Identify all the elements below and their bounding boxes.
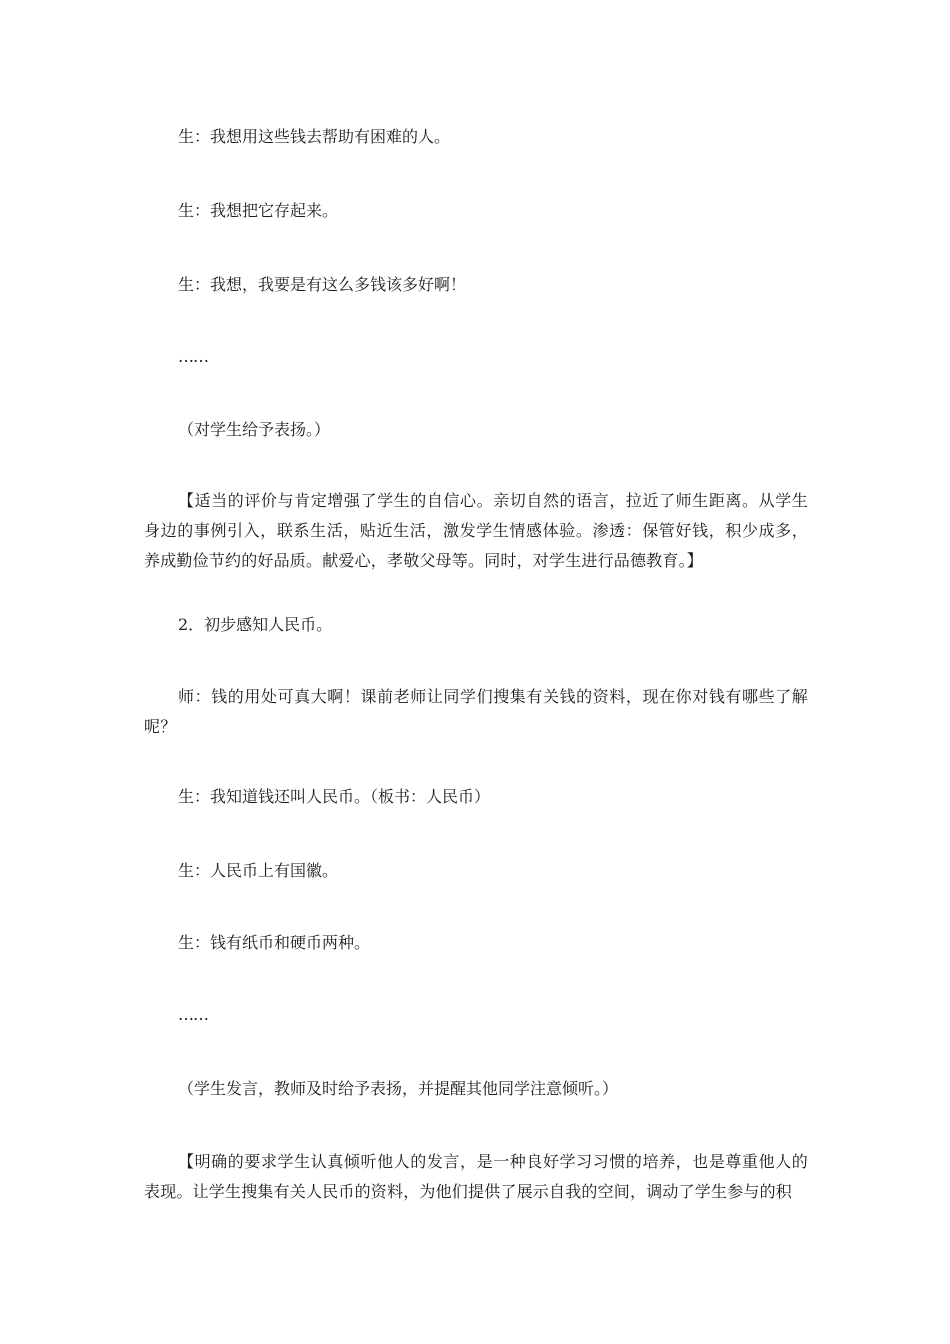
- teacher-question: 师：钱的用处可真大啊！课前老师让同学们搜集有关钱的资料，现在你对钱有哪些了解呢？: [144, 687, 808, 736]
- student-reply-types: 生：钱有纸币和硬币两种。: [178, 933, 371, 952]
- ellipsis-2: ……: [178, 1005, 208, 1024]
- commentary-2: 【明确的要求学生认真倾听他人的发言，是一种良好学习习惯的培养，也是尊重他人的表现。让学生搜集有关人民币的资料，为他们提供了展示自我的空间，调动了学生参与的积: [144, 1152, 808, 1201]
- teacher-note-listen: （学生发言，教师及时给予表扬，并提醒其他同学注意倾听。）: [178, 1079, 619, 1098]
- student-reply-save: 生：我想把它存起来。: [178, 201, 339, 220]
- ellipsis-1: ……: [178, 347, 208, 366]
- commentary-1: 【适当的评价与肯定增强了学生的自信心。亲切自然的语言，拉近了师生距离。从学生身边的事例引入，联系生活，贴近生活，激发学生情感体验。渗透：保管好钱，积少成多，养成勤俭节约的好品质。献爱心，孝敬父母等。同时，对学生进行品德教育。】: [144, 491, 808, 570]
- student-reply-wish: 生：我想，我要是有这么多钱该多好啊！: [178, 275, 467, 294]
- student-reply-help: 生：我想用这些钱去帮助有困难的人。: [178, 127, 451, 146]
- teacher-note-praise: （对学生给予表扬。）: [178, 420, 331, 439]
- section-heading-2: 2．初步感知人民币。: [178, 615, 333, 634]
- student-reply-emblem: 生：人民币上有国徽。: [178, 861, 339, 880]
- student-reply-rmb: 生：我知道钱还叫人民币。（板书：人民币）: [178, 787, 491, 806]
